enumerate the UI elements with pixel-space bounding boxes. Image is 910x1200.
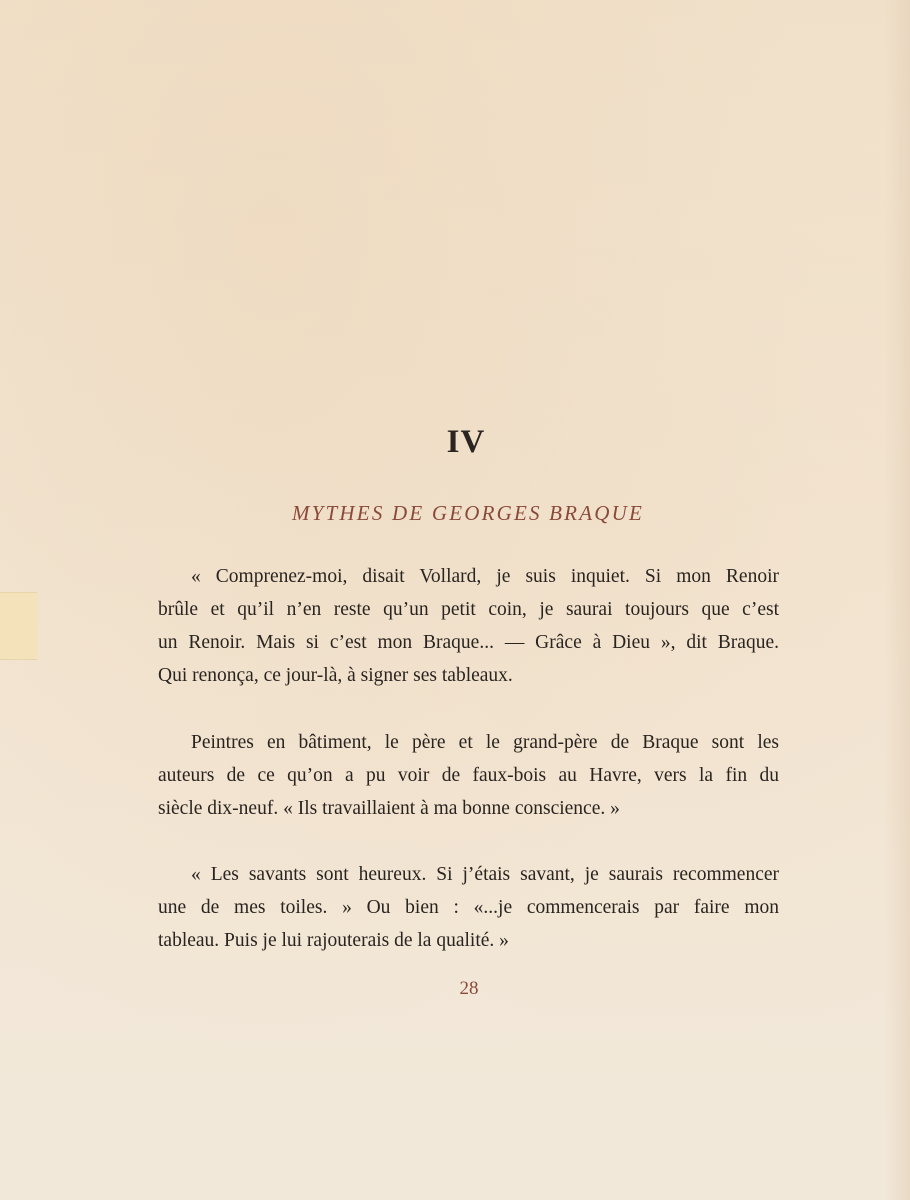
paragraph-1 <box>158 560 779 692</box>
text-line: « Comprenez-moi, disait Vollard, je suis inquiet. Si mon Renoir <box>191 566 779 587</box>
chapter-number: IV <box>446 424 486 460</box>
text-line: tableau. Puis je lui rajouterais de la qualité. » <box>158 930 509 951</box>
page-tab-marker <box>0 592 37 660</box>
page-edge <box>884 0 910 1200</box>
text-line: auteurs de ce qu’on a pu voir de faux-bois au Havre, vers la fin du <box>158 765 779 786</box>
text-line: brûle et qu’il n’en reste qu’un petit coin, je saurai toujours que c’est <box>158 599 779 620</box>
text-line: une de mes toiles. » Ou bien : «...je commencerais par faire mon <box>158 897 779 918</box>
text-line: Peintres en bâtiment, le père et le grand-père de Braque sont les <box>191 732 779 753</box>
paragraph-2 <box>158 726 779 825</box>
chapter-title: MYTHES DE GEORGES BRAQUE <box>291 501 644 525</box>
page-number: 28 <box>459 978 479 999</box>
text-line: siècle dix-neuf. « Ils travaillaient à ma bonne conscience. » <box>158 798 620 819</box>
text-line: « Les savants sont heureux. Si j’étais savant, je saurais recommencer <box>191 864 779 885</box>
paragraph-3 <box>158 858 779 957</box>
text-line: Qui renonça, ce jour-là, à signer ses tableaux. <box>158 665 513 686</box>
text-line: un Renoir. Mais si c’est mon Braque... — Grâce à Dieu », dit Braque. <box>158 632 779 653</box>
